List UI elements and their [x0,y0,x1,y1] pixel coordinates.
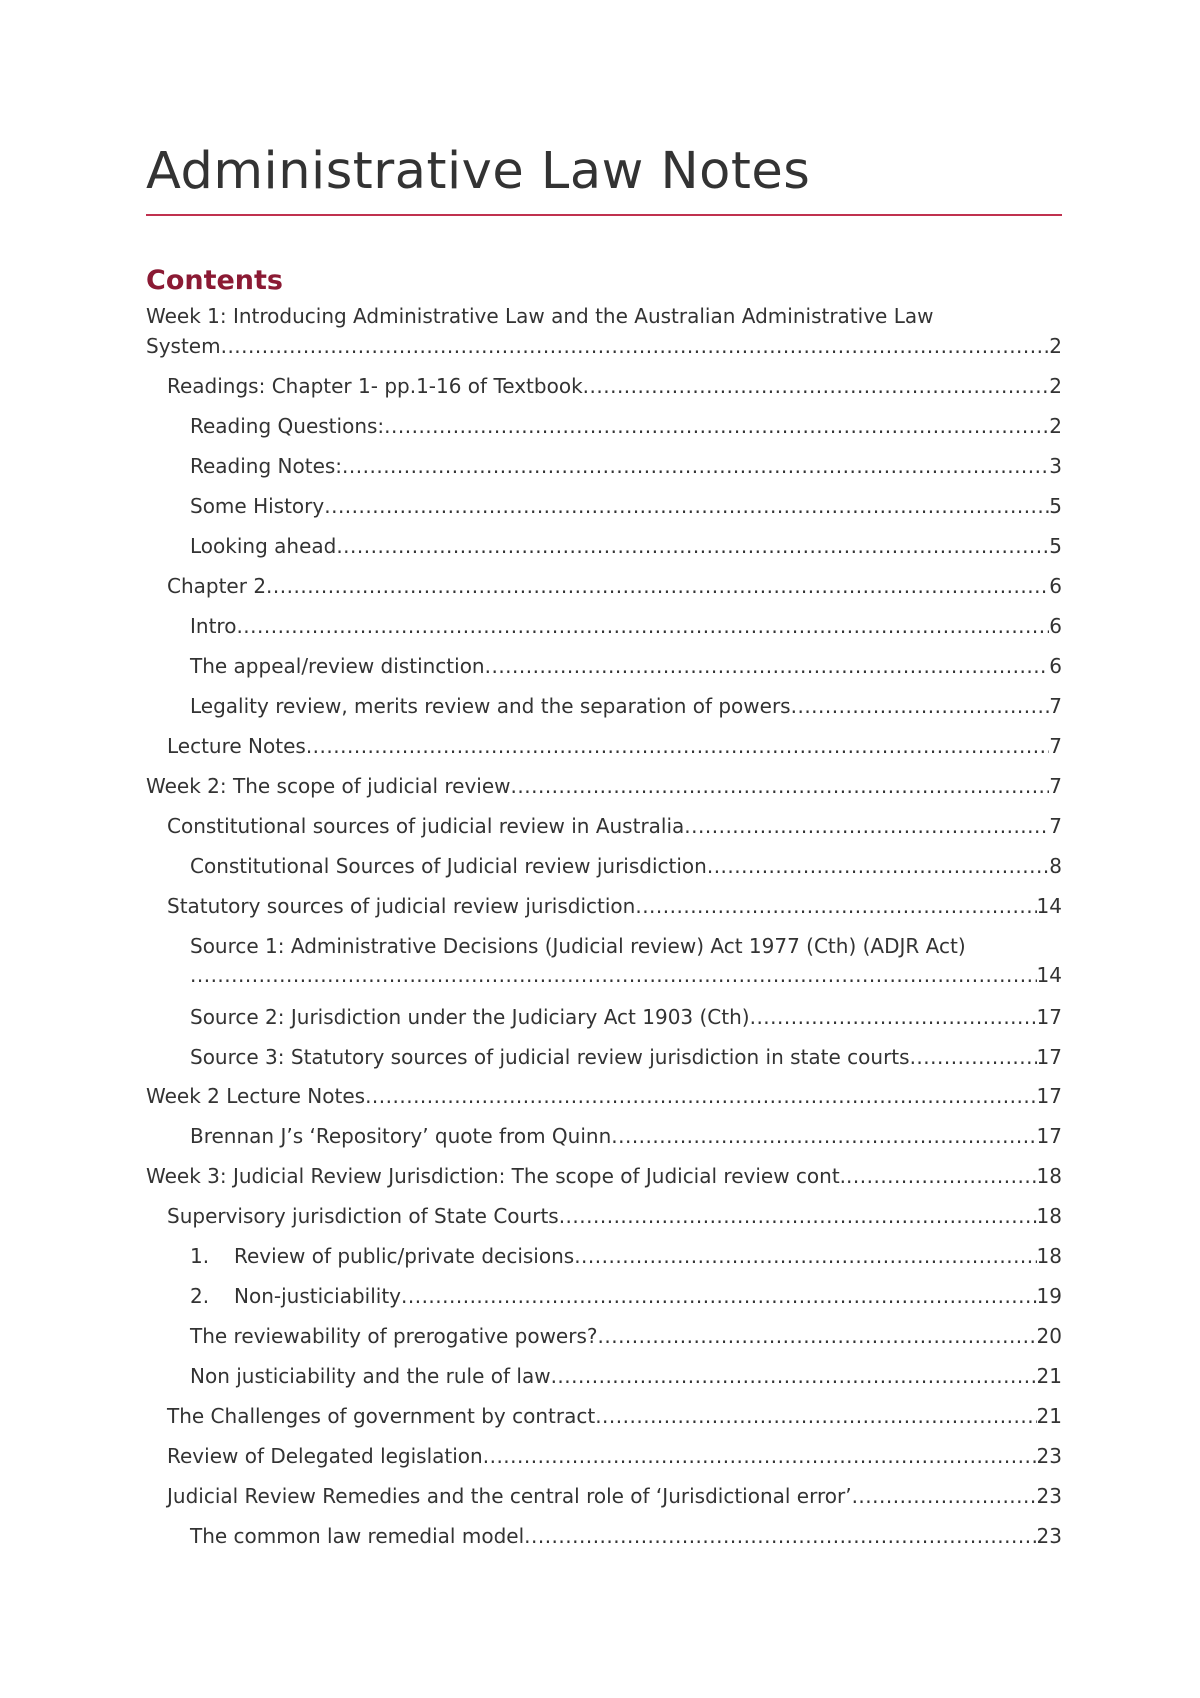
dot-leader [483,1442,1037,1470]
toc-entry-label: The appeal/review distinction [190,654,485,678]
dot-leader [559,1202,1037,1230]
dot-leader [598,1322,1037,1350]
toc-page-number: 14 [1036,894,1062,918]
toc-page-number: 20 [1036,1324,1062,1348]
toc-page-number: 6 [1049,614,1062,638]
toc-entry[interactable] [167,812,1062,840]
toc-entry-label: The reviewability of prerogative powers? [190,1324,598,1348]
toc-page-number: 5 [1049,494,1062,518]
dot-leader [236,612,1049,640]
toc-entry[interactable] [167,732,1062,760]
dot-leader [401,1282,1037,1310]
toc-entry[interactable] [167,1482,1062,1510]
dot-leader [707,852,1049,880]
dot-leader [511,772,1050,800]
toc-entry-label: Judicial Review Remedies and the central role of ‘Jurisdictional error’ [167,1484,852,1508]
toc-entry-line1[interactable]: Source 1: Administrative Decisions (Judicial review) Act 1977 (Cth) (ADJR Act) [190,934,966,958]
toc-entry[interactable] [190,1362,1062,1390]
toc-page-number: 14 [1036,963,1062,987]
toc-entry-label: Week 2: The scope of judicial review [146,774,511,798]
toc-entry-label: Non-justiciability [234,1284,401,1308]
toc-page-number: 8 [1049,854,1062,878]
toc-entry[interactable] [190,1242,1062,1270]
dot-leader [306,732,1049,760]
toc-page-number: 23 [1036,1444,1062,1468]
dot-leader [852,1482,1037,1510]
toc-entry-label: The Challenges of government by contract [167,1404,596,1428]
toc-entry[interactable] [190,1522,1062,1550]
title-divider [146,214,1062,216]
toc-entry[interactable] [167,572,1062,600]
toc-entry[interactable] [190,652,1062,680]
toc-entry[interactable] [190,1003,1062,1031]
toc-entry[interactable] [167,892,1062,920]
toc-entry-label: Constitutional sources of judicial review in Australia [167,814,685,838]
toc-entry-label: Legality review, merits review and the separation of powers [190,694,791,718]
toc-page-number: 19 [1036,1284,1062,1308]
toc-entry-label: Week 2 Lecture Notes [146,1084,366,1108]
toc-page-number: 17 [1036,1084,1062,1108]
toc-entry-label: Chapter 2 [167,574,267,598]
toc-entry[interactable] [167,1402,1062,1430]
dot-leader [684,812,1049,840]
toc-entry[interactable] [146,1082,1062,1110]
toc-entry[interactable] [190,852,1062,880]
toc-entry-label: Constitutional Sources of Judicial review jurisdiction [190,854,707,878]
dot-leader [524,1522,1036,1550]
toc-item-number: 2. [190,1284,210,1308]
toc-entry-label: Brennan J’s ‘Repository’ quote from Quinn [190,1124,612,1148]
toc-page-number: 17 [1036,1005,1062,1029]
toc-entry[interactable] [190,961,1062,989]
dot-leader [266,572,1049,600]
document-title: Administrative Law Notes [146,142,811,201]
toc-entry-label: Non justiciability and the rule of law [190,1364,551,1388]
dot-leader [595,1402,1036,1430]
toc-entry[interactable] [146,1162,1062,1190]
dot-leader [221,332,1050,360]
toc-entry[interactable] [190,692,1062,720]
toc-entry-label: Lecture Notes [167,734,306,758]
toc-entry-label: Looking ahead [190,534,337,558]
toc-entry-label: Source 2: Jurisdiction under the Judiciary Act 1903 (Cth) [190,1005,750,1029]
toc-page-number: 7 [1049,734,1062,758]
toc-page-number: 6 [1049,574,1062,598]
dot-leader [485,652,1050,680]
toc-page-number: 6 [1049,654,1062,678]
toc-entry[interactable] [190,492,1062,520]
toc-page-number: 18 [1036,1244,1062,1268]
toc-entry-label: Reading Questions: [190,414,385,438]
dot-leader [324,492,1049,520]
toc-entry[interactable] [190,1322,1062,1350]
toc-page-number: 23 [1036,1524,1062,1548]
dot-leader [791,692,1050,720]
dot-leader [750,1003,1037,1031]
toc-entry[interactable] [190,412,1062,440]
contents-heading: Contents [146,265,284,296]
toc-page-number: 7 [1049,774,1062,798]
toc-entry[interactable] [190,532,1062,560]
dot-leader [342,452,1049,480]
toc-page-number: 5 [1049,534,1062,558]
toc-entry-label: Review of Delegated legislation [167,1444,483,1468]
toc-entry-label: Statutory sources of judicial review jurisdiction [167,894,636,918]
toc-page-number: 18 [1036,1164,1062,1188]
toc-entry-label: Review of public/private decisions [234,1244,575,1268]
dot-leader [910,1043,1037,1071]
toc-page-number: 17 [1036,1045,1062,1069]
toc-page-number: 21 [1036,1364,1062,1388]
toc-entry[interactable] [190,1122,1062,1150]
toc-entry-label: Intro [190,614,237,638]
dot-leader [336,532,1049,560]
toc-entry[interactable] [146,332,1062,360]
toc-page-number: 2 [1049,414,1062,438]
toc-entry[interactable] [190,1043,1062,1071]
toc-entry-label: Readings: Chapter 1- pp.1-16 of Textbook [167,374,583,398]
toc-entry-label: The common law remedial model [190,1524,525,1548]
toc-entry[interactable] [167,372,1062,400]
dot-leader [583,372,1050,400]
toc-entry[interactable] [190,1282,1062,1310]
toc-page-number: 18 [1036,1204,1062,1228]
dot-leader [635,892,1036,920]
toc-entry[interactable] [190,452,1062,480]
dot-leader [551,1362,1037,1390]
toc-entry-line1[interactable]: Week 1: Introducing Administrative Law and the Australian Administrative Law [146,304,934,328]
toc-item-number: 1. [190,1244,210,1268]
dot-leader [611,1122,1036,1150]
toc-entry-label: Supervisory jurisdiction of State Courts [167,1204,559,1228]
dot-leader [384,412,1049,440]
toc-entry[interactable] [190,612,1062,640]
toc-page-number: 7 [1049,694,1062,718]
toc-entry[interactable] [167,1442,1062,1470]
toc-page-number: 17 [1036,1124,1062,1148]
dot-leader [190,961,1037,989]
dot-leader [574,1242,1036,1270]
dot-leader [365,1082,1036,1110]
toc-entry-label: Some History [190,494,325,518]
toc-page-number: 2 [1049,374,1062,398]
toc-entry[interactable] [146,772,1062,800]
toc-page-number: 21 [1036,1404,1062,1428]
toc-entry-label: Reading Notes: [190,454,343,478]
toc-entry[interactable] [167,1202,1062,1230]
toc-page-number: 3 [1049,454,1062,478]
toc-entry-label: System [146,334,221,358]
toc-page-number: 2 [1049,334,1062,358]
toc-page-number: 23 [1036,1484,1062,1508]
dot-leader [846,1162,1037,1190]
toc-entry-label: Week 3: Judicial Review Jurisdiction: The scope of Judicial review cont. [146,1164,847,1188]
toc-page-number: 7 [1049,814,1062,838]
toc-entry-label: Source 3: Statutory sources of judicial review jurisdiction in state courts [190,1045,910,1069]
